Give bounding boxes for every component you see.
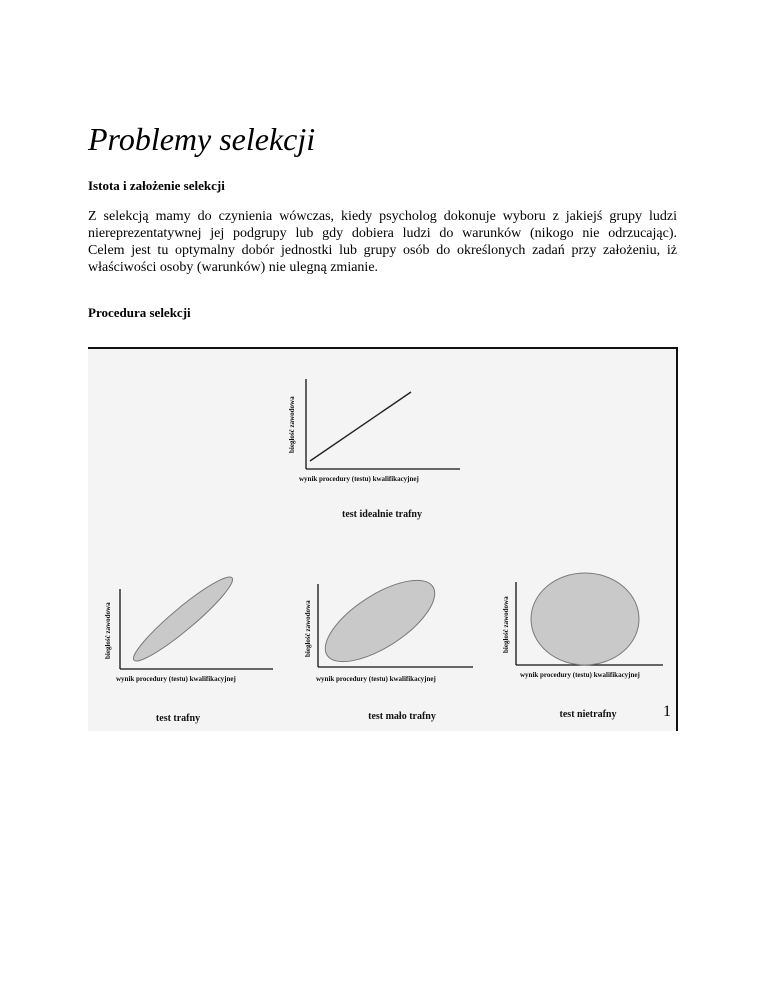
paragraph-line: właściwości osoby (warunków) nie ulegną zmianie. bbox=[88, 260, 379, 275]
selection-validity-figure bbox=[88, 347, 678, 731]
panel-ideal bbox=[288, 379, 460, 520]
y-axis-label: biegłość zawodowa bbox=[288, 396, 296, 453]
panel-caption: test trafny bbox=[155, 713, 201, 724]
scatter-ellipse bbox=[127, 569, 239, 668]
paragraph-line: Z selekcją mamy do czynienia wówczas, kiedy psycholog dokonuje wyboru z jakiejś grupy ludzi bbox=[88, 209, 677, 224]
x-axis-label: wynik procedury (testu) kwalifikacyjnej bbox=[299, 475, 419, 483]
panel-caption: test mało trafny bbox=[368, 711, 436, 722]
x-axis-label: wynik procedury (testu) kwalifikacyjnej bbox=[520, 671, 640, 679]
section-heading-istota: Istota i założenie selekcji bbox=[88, 178, 225, 193]
page-title: Problemy selekcji bbox=[88, 121, 316, 157]
y-axis-label: biegłość zawodowa bbox=[502, 596, 510, 653]
scatter-ellipse bbox=[313, 565, 447, 677]
page-number: 1 bbox=[663, 703, 671, 720]
panel-caption: test idealnie trafny bbox=[342, 509, 422, 520]
y-axis-label: biegłość zawodowa bbox=[104, 602, 112, 659]
x-axis-label: wynik procedury (testu) kwalifikacyjnej bbox=[316, 675, 436, 683]
x-axis-label: wynik procedury (testu) kwalifikacyjnej bbox=[116, 675, 236, 683]
perfect-correlation-line bbox=[310, 392, 411, 461]
paragraph-line: Celem jest tu optymalny dobór jednostki lub grupy osób do określonych zadań przy założeniu, iż bbox=[88, 243, 677, 258]
section-heading-procedura: Procedura selekcji bbox=[88, 305, 191, 320]
scatter-circle bbox=[531, 573, 639, 665]
panel-caption: test nietrafny bbox=[559, 709, 617, 720]
panel-valid bbox=[104, 569, 273, 724]
figure-canvas bbox=[88, 349, 678, 733]
y-axis-label: biegłość zawodowa bbox=[304, 600, 312, 657]
paragraph-line: niereprezentatywnej jej podgrupy lub gdy dobiera ludzi do warunków (nikogo nie odrzucając). bbox=[88, 226, 677, 241]
intro-paragraph bbox=[88, 208, 677, 276]
panel-not-valid bbox=[502, 573, 663, 720]
panel-low-valid bbox=[304, 565, 473, 722]
